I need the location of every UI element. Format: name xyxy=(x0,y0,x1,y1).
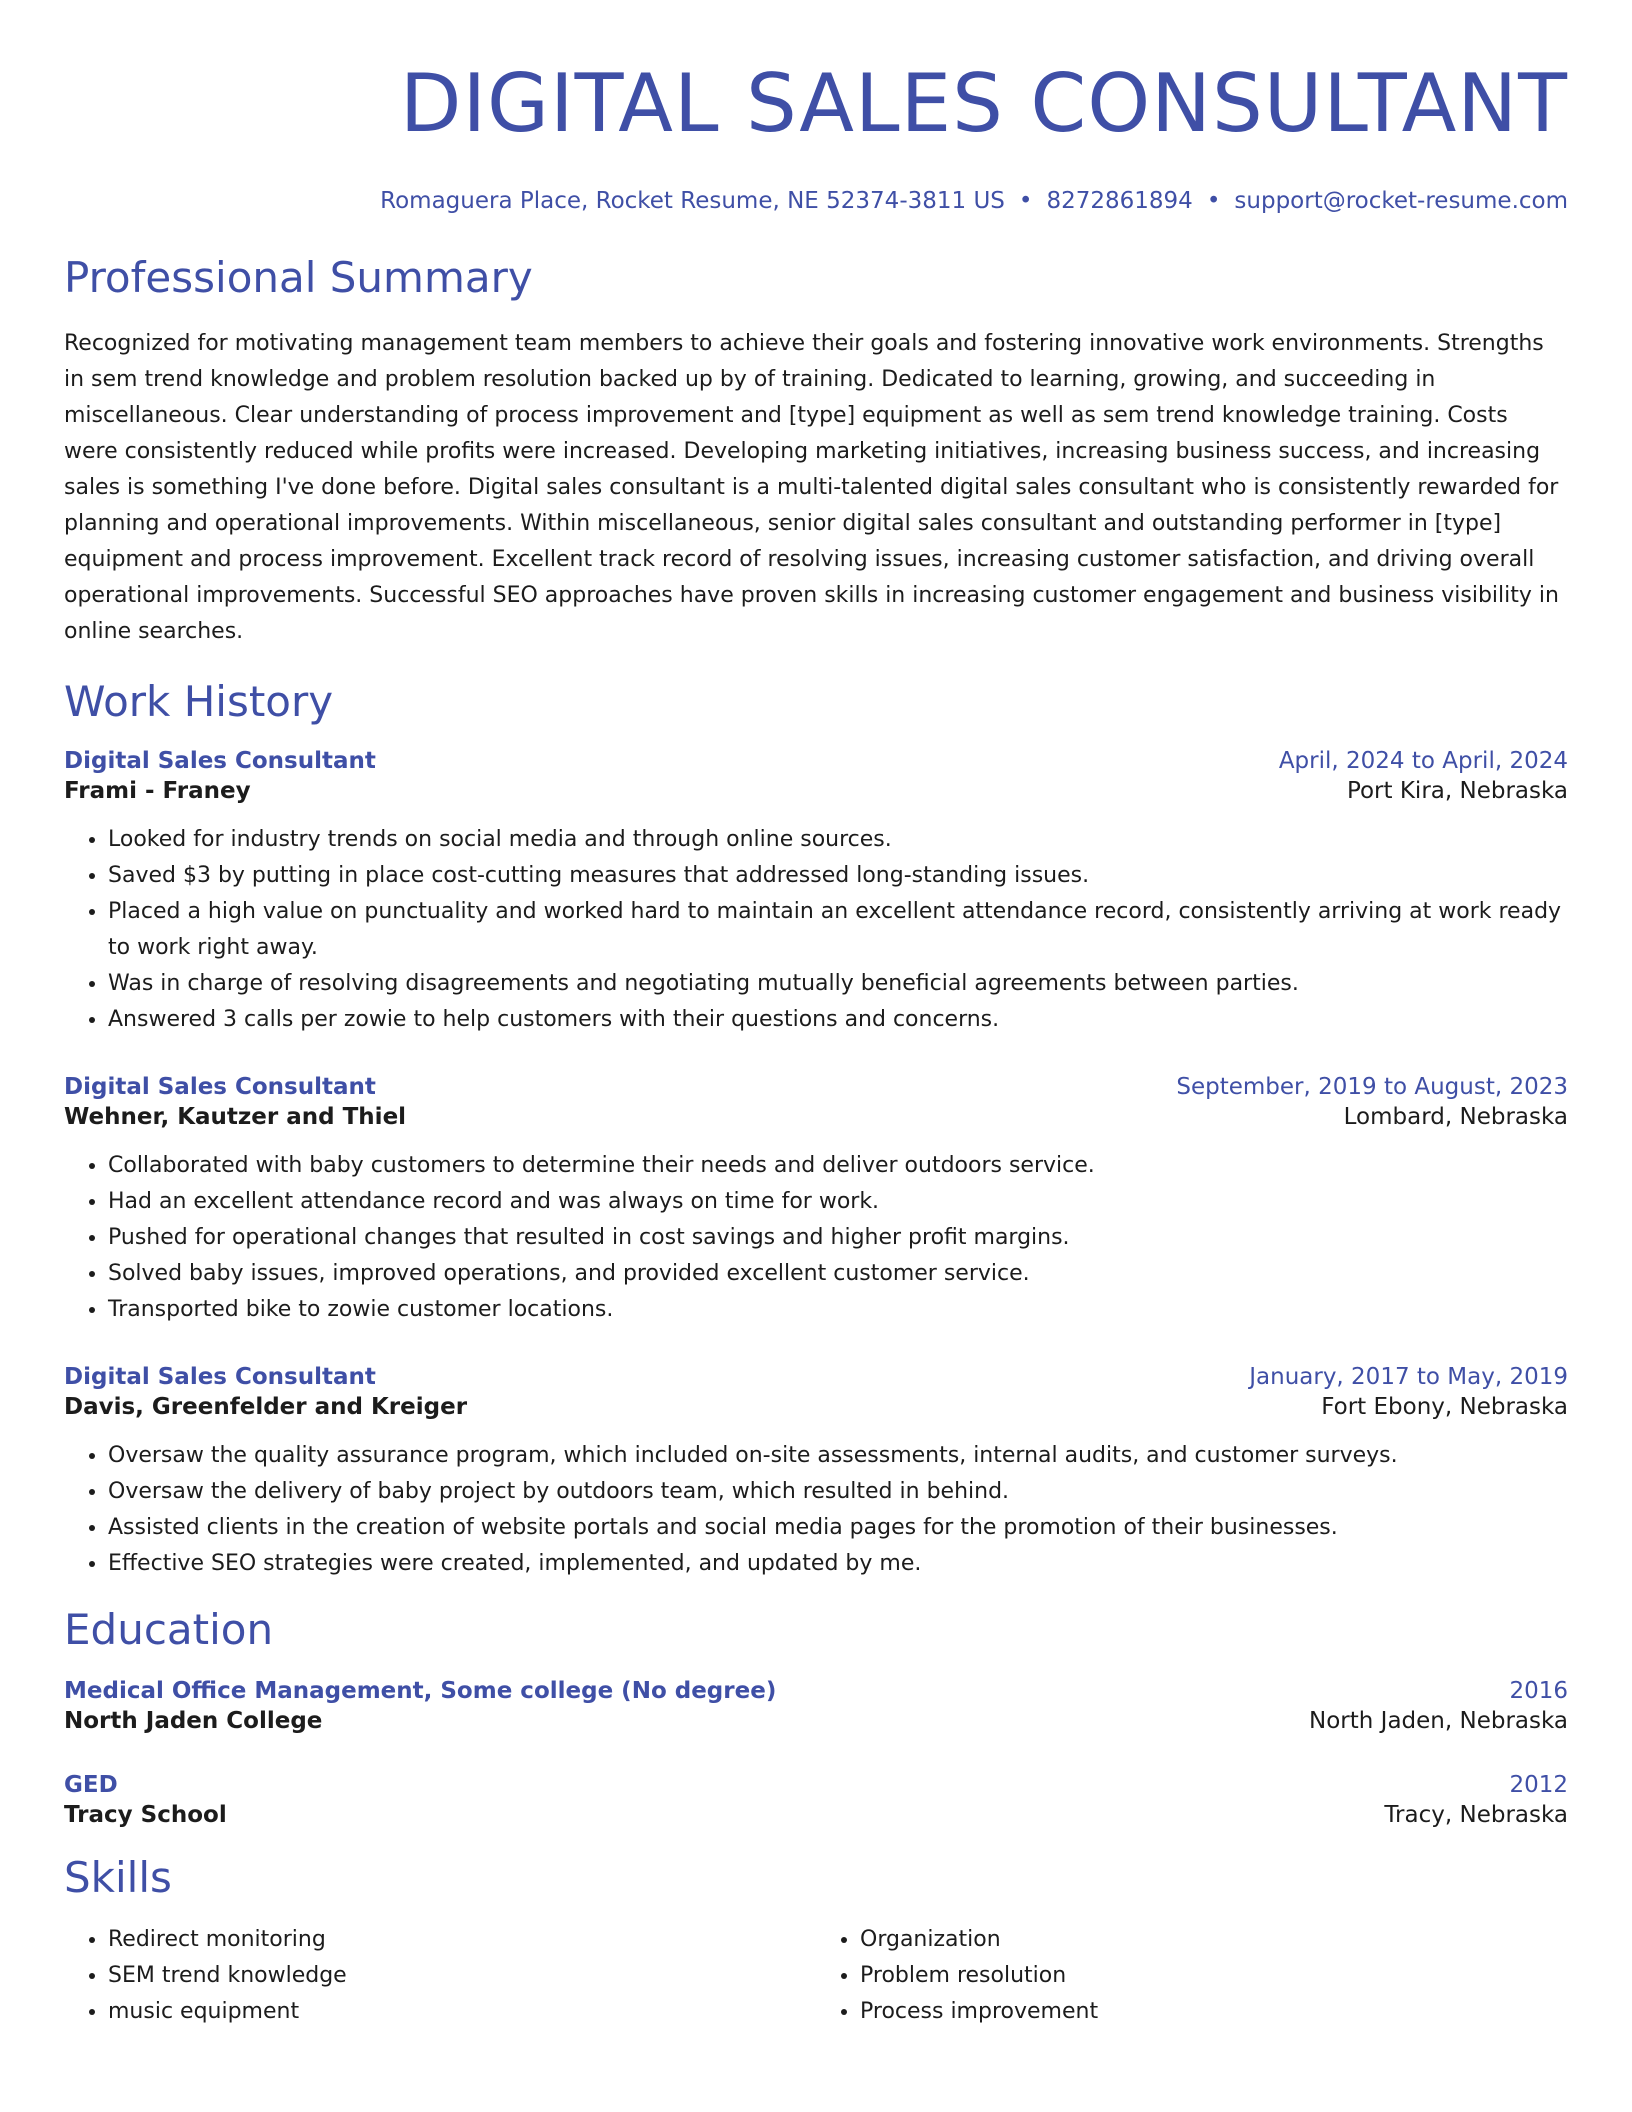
job-title: Digital Sales Consultant xyxy=(64,1364,376,1390)
section-title-skills: Skills xyxy=(64,1853,172,1902)
job-bullets xyxy=(64,1148,1568,1328)
job-header-row xyxy=(64,1072,1568,1102)
job-bullet: • Effective SEO strategies were created, implemented, and updated by me. xyxy=(108,1546,1568,1582)
education-school: North Jaden College xyxy=(64,1708,323,1734)
skill-item: • Organization xyxy=(860,1922,1568,1958)
section-title-work-history: Work History xyxy=(64,677,334,726)
skills-column-left xyxy=(64,1922,816,2030)
job-bullet: • Oversaw the delivery of baby project by outdoors team, which resulted in behind. xyxy=(108,1474,1568,1510)
section-title-education: Education xyxy=(64,1605,274,1654)
job-title: Digital Sales Consultant xyxy=(64,748,376,774)
education-header-row xyxy=(64,1676,1568,1706)
skills-column-right xyxy=(816,1922,1568,2030)
skill-item: • music equipment xyxy=(108,1994,816,2030)
skills-grid xyxy=(64,1922,1568,2030)
job-entry xyxy=(64,1072,1568,1328)
contact-line xyxy=(64,186,1568,216)
job-location: Fort Ebony, Nebraska xyxy=(1321,1394,1568,1420)
education-entry xyxy=(64,1770,1568,1830)
job-bullet: • Collaborated with baby customers to determine their needs and deliver outdoors service. xyxy=(108,1148,1568,1184)
education-entry xyxy=(64,1676,1568,1736)
skill-item: • SEM trend knowledge xyxy=(108,1958,816,1994)
job-header-row xyxy=(64,1362,1568,1392)
job-entry xyxy=(64,746,1568,1038)
job-bullet: • Was in charge of resolving disagreements and negotiating mutually beneficial agreements between parties. xyxy=(108,966,1568,1002)
job-bullet: • Transported bike to zowie customer locations. xyxy=(108,1292,1568,1328)
skill-item: • Process improvement xyxy=(860,1994,1568,2030)
skills-list xyxy=(816,1922,1568,2030)
education-year: 2012 xyxy=(1509,1772,1568,1798)
education-degree: GED xyxy=(64,1772,118,1798)
education-school-row xyxy=(64,1706,1568,1736)
education-degree: Medical Office Management, Some college (No degree) xyxy=(64,1678,777,1704)
job-bullet: • Solved baby issues, improved operations, and provided excellent customer service. xyxy=(108,1256,1568,1292)
contact-separator: • xyxy=(1018,188,1033,214)
education-location: North Jaden, Nebraska xyxy=(1309,1708,1568,1734)
skill-item: • Redirect monitoring xyxy=(108,1922,816,1958)
contact-address: Romaguera Place, Rocket Resume, NE 52374-3811 US xyxy=(380,188,1005,214)
job-header-row xyxy=(64,746,1568,776)
contact-separator: • xyxy=(1206,188,1221,214)
job-bullet: • Oversaw the quality assurance program, which included on-site assessments, internal audits, and customer surveys. xyxy=(108,1438,1568,1474)
resume-name: DIGITAL SALES CONSULTANT xyxy=(399,57,1568,150)
job-bullet: • Had an excellent attendance record and was always on time for work. xyxy=(108,1184,1568,1220)
job-bullets xyxy=(64,822,1568,1038)
job-dates: September, 2019 to August, 2023 xyxy=(1176,1074,1568,1100)
job-bullets xyxy=(64,1438,1568,1582)
job-title: Digital Sales Consultant xyxy=(64,1074,376,1100)
section-title-summary: Professional Summary xyxy=(64,253,533,302)
summary-text: Recognized for motivating management team members to achieve their goals and fostering innovative work environments. Strengths in sem trend knowledge and problem resolution backed up by of training. Dedicated to learning, growing, and succeeding in miscellaneous. Clear understanding of process improvement and [type] equipment as well as sem trend knowledge training. Costs were consistently reduced while profits were increased. Developing marketing initiatives, increasing business success, and increasing sales is something I've done before. Digital sales consultant is a multi-talented digital sales consultant who is consistently rewarded for planning and operational improvements. Within miscellaneous, senior digital sales consultant and outstanding performer in [type] equipment and process improvement. Excellent track record of resolving issues, increasing customer satisfaction, and driving overall operational improvements. Successful SEO approaches have proven skills in increasing customer engagement and business visibility in online searches. xyxy=(64,331,1559,644)
job-dates: April, 2024 to April, 2024 xyxy=(1278,748,1568,774)
skills-list xyxy=(64,1922,816,2030)
job-location: Port Kira, Nebraska xyxy=(1346,778,1568,804)
job-company: Davis, Greenfelder and Kreiger xyxy=(64,1394,468,1420)
job-entry xyxy=(64,1362,1568,1582)
job-company-row xyxy=(64,1102,1568,1132)
job-company-row xyxy=(64,776,1568,806)
contact-email[interactable]: support@rocket-resume.com xyxy=(1234,188,1568,214)
education-year: 2016 xyxy=(1509,1678,1568,1704)
contact-phone[interactable]: 8272861894 xyxy=(1046,188,1193,214)
education-school: Tracy School xyxy=(64,1802,227,1828)
education-location: Tracy, Nebraska xyxy=(1384,1802,1568,1828)
skill-item: • Problem resolution xyxy=(860,1958,1568,1994)
education-school-row xyxy=(64,1800,1568,1830)
job-bullet: • Pushed for operational changes that resulted in cost savings and higher profit margins. xyxy=(108,1220,1568,1256)
education-header-row xyxy=(64,1770,1568,1800)
job-bullet: • Saved $3 by putting in place cost-cutting measures that addressed long-standing issues. xyxy=(108,858,1568,894)
job-bullet: • Assisted clients in the creation of website portals and social media pages for the promotion of their businesses. xyxy=(108,1510,1568,1546)
job-dates: January, 2017 to May, 2019 xyxy=(1249,1364,1568,1390)
job-company: Wehner, Kautzer and Thiel xyxy=(64,1104,407,1130)
job-company-row xyxy=(64,1392,1568,1422)
job-bullet: • Placed a high value on punctuality and worked hard to maintain an excellent attendance record, consistently arriving at work ready to work right away. xyxy=(108,894,1568,966)
job-location: Lombard, Nebraska xyxy=(1343,1104,1568,1130)
job-company: Frami - Franey xyxy=(64,778,251,804)
job-bullet: • Answered 3 calls per zowie to help customers with their questions and concerns. xyxy=(108,1002,1568,1038)
job-bullet: • Looked for industry trends on social media and through online sources. xyxy=(108,822,1568,858)
